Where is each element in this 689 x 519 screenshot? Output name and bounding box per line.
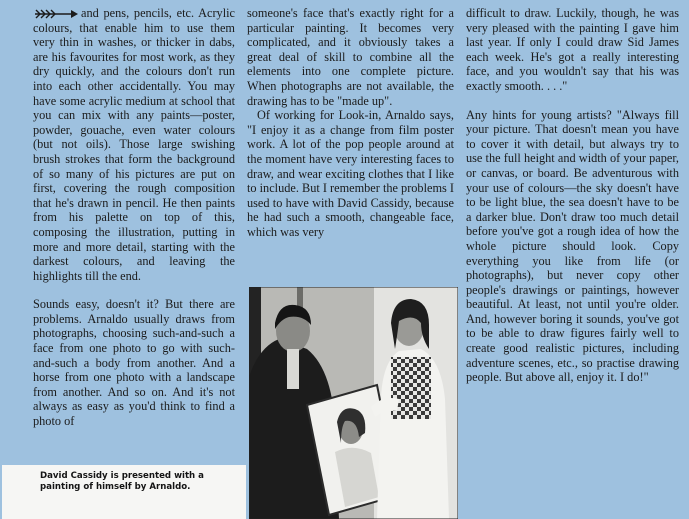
photo-caption-box xyxy=(2,465,246,519)
article-paragraph: and pens, pencils, etc. Acrylic colours, that enable him to use them very thin in washes, or thicker in dabs, are his favourites for most work, as they dry quickly, and the colours don't run into each other accidentally. You may have some acrylic medium at school that you can mix with any paints—poster, powder, gouache, even water colours (but not oils). Those large swishing brush strokes that form the background of so many of his pictures are put on first, covering the rough composition that he's drawn in pencil. He then paints from his palette on top of this, composing the illustration, putting in more and more detail, starting with the darkest colours, and leaving the highlights till the end. xyxy=(33,6,235,283)
article-column-1 xyxy=(33,6,235,429)
article-paragraph: someone's face that's exactly right for a particular painting. It becomes very complicated, and it obviously takes a great deal of skill to combine all the elements into one complete picture. When photographs are not available, the drawing has to be "made up". xyxy=(247,6,454,108)
photo-caption: David Cassidy is presented with a painting of himself by Arnaldo. xyxy=(40,471,204,492)
article-paragraph: Any hints for young artists? "Always fill your picture. That doesn't mean you have to cover it with detail, but always try to use the full height and width of your paper, or canvas, or board. Be adventurous with your use of colours—the sky doesn't have to be light blue, the sea doesn't have to be a darker blue. Don't draw too much detail before you've got a rough idea of how the whole picture should look. Copy everything you like from life (or photographs), but never copy other people's drawings or paintings, however beautiful. At least, not until you're older. And, however boring it sounds, you've got to be able to draw figures fairly well to create good realistic pictures, including adventure scenes, etc., so practise drawing people. But above all, enjoy it. I do!" xyxy=(466,107,679,385)
feather-arrow-icon xyxy=(33,9,79,19)
article-paragraph: Of working for Look-in, Arnaldo says, "I enjoy it as a change from film poster work. A lot of the pop people around at the moment have very interesting faces to draw, and wear exciting clothes that I like to include. But I remember the problems I used to have with David Cassidy, because he had such a smooth, changeable face, which was very xyxy=(247,108,454,239)
press-photo xyxy=(249,287,458,519)
article-paragraph: Sounds easy, doesn't it? But there are problems. Arnaldo usually draws from photographs, choosing such-and-such a face from one photo to go with such-and-such a body from another. And a horse from one photo with a landscape from another. And so on. And it's not always as easy as you'd think to find a photo of xyxy=(33,297,235,429)
article-paragraph: difficult to draw. Luckily, though, he was very pleased with the painting I gave him last year. If only I could draw Sid James each week. He's got a really interesting face, and you wouldn't say that his was exactly smooth. . . ." xyxy=(466,6,679,93)
photo-image xyxy=(249,287,458,519)
article-column-3 xyxy=(466,6,679,385)
article-column-2 xyxy=(247,6,454,240)
